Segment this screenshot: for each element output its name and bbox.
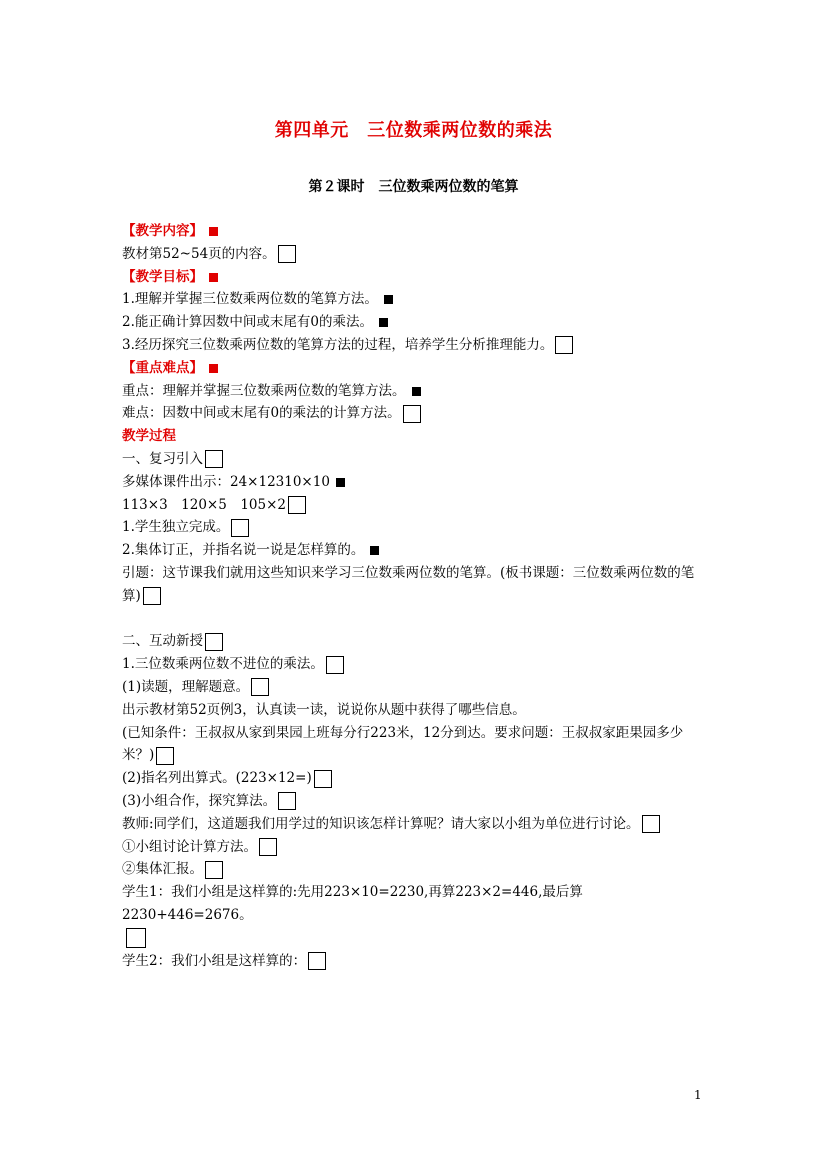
process-heading-line <box>122 425 712 448</box>
black-square-mark <box>336 478 345 487</box>
review-line <box>122 516 712 539</box>
interact-line <box>122 813 712 836</box>
key-heading-line <box>122 357 712 380</box>
empty-box <box>205 861 223 879</box>
review-text: 多媒体课件出示：24×12310×10 <box>122 473 330 490</box>
empty-box <box>278 245 296 263</box>
review-line <box>122 494 712 517</box>
empty-box <box>251 678 269 696</box>
empty-box <box>308 952 326 970</box>
empty-box <box>555 336 573 354</box>
goal-item <box>122 311 712 334</box>
goal-text: 2.能正确计算因数中间或末尾有0的乘法。 <box>122 314 373 331</box>
goal-item <box>122 334 712 357</box>
content-text: 教材第52~54页的内容。 <box>122 245 276 262</box>
interact-text: (2)指名列出算式。(223×12=) <box>122 770 312 787</box>
spacer <box>122 608 712 631</box>
content-heading-line <box>122 220 712 243</box>
known-conditions-paragraph <box>122 722 712 768</box>
key-heading: 【重点难点】 <box>122 359 203 376</box>
interact-text: ②集体汇报。 <box>122 861 203 878</box>
empty-box <box>259 838 277 856</box>
empty-box <box>278 792 296 810</box>
empty-box <box>205 633 223 651</box>
interact-line <box>122 653 712 676</box>
empty-box <box>231 519 249 537</box>
review-line <box>122 471 712 494</box>
empty-box <box>156 747 174 765</box>
document-body <box>122 220 712 972</box>
goal-item <box>122 288 712 311</box>
black-square-mark <box>379 318 388 327</box>
lesson-subtitle: 第２课时 三位数乘两位数的笔算 <box>308 179 519 195</box>
intro-paragraph <box>122 562 712 608</box>
goals-heading-line <box>122 266 712 289</box>
difficult-point-line <box>122 402 712 425</box>
interact-line <box>122 950 712 973</box>
interact-line <box>122 676 712 699</box>
goal-text: 3.经历探究三位数乘两位数的笔算方法的过程，培养学生分析推理能力。 <box>122 336 554 353</box>
content-heading: 【教学内容】 <box>122 223 203 239</box>
review-text: 113×3 120×5 105×2 <box>122 496 287 513</box>
page-number: 1 <box>694 1088 702 1102</box>
interact-text: (1)读题，理解题意。 <box>122 678 250 695</box>
red-square-mark <box>209 273 218 282</box>
interact-text: 1.三位数乘两位数不进位的乘法。 <box>122 656 324 673</box>
student2-text: 学生2：我们小组是这样算的： <box>122 952 307 969</box>
empty-box <box>143 587 161 605</box>
goals-heading: 【教学目标】 <box>122 268 203 285</box>
empty-box <box>205 450 223 468</box>
intro-text: 引题：这节课我们就用这些知识来学习三位数乘两位数的笔算。(板书课题：三位数乘两位数的笔算) <box>122 564 695 604</box>
page-title: 第四单元 三位数乘两位数的乘法 <box>274 120 553 141</box>
interact-line <box>122 836 712 859</box>
interact-text: 出示教材第52页例3，认真读一读，说说你从题中获得了哪些信息。 <box>122 701 526 718</box>
review-text: 2.集体订正，并指名说一说是怎样算的。 <box>122 542 365 559</box>
goal-text: 1.理解并掌握三位数乘两位数的笔算方法。 <box>122 291 378 308</box>
interact-text: (3)小组合作，探究算法。 <box>122 792 277 809</box>
red-square-mark <box>209 364 218 373</box>
student1-paragraph <box>122 881 712 949</box>
empty-box <box>314 770 332 788</box>
empty-box <box>403 405 421 423</box>
student1-text: 学生1：我们小组是这样算的:先用223×10=2230,再算223×2=446,最后算2230+446=2676。 <box>122 884 583 923</box>
known-conditions: (已知条件：王叔叔从家到果园上班每分行223米，12分到达。要求问题：王叔叔家距果园多少米？) <box>122 724 684 764</box>
interact-title-line <box>122 630 712 653</box>
review-text: 1.学生独立完成。 <box>122 519 230 536</box>
review-line <box>122 539 712 562</box>
interact-line <box>122 699 712 722</box>
interact-line <box>122 767 712 790</box>
content-text-line <box>122 243 712 266</box>
empty-box <box>642 815 660 833</box>
interact-line <box>122 858 712 881</box>
black-square-mark <box>384 295 393 304</box>
interact-text: ①小组讨论计算方法。 <box>122 838 257 855</box>
process-heading: 教学过程 <box>122 428 176 445</box>
black-square-mark <box>370 546 379 555</box>
red-square-mark <box>209 227 218 236</box>
empty-box <box>126 928 146 948</box>
review-title: 一、复习引入 <box>122 450 203 467</box>
black-square-mark <box>412 387 421 396</box>
empty-box <box>288 496 306 514</box>
key-point: 重点：理解并掌握三位数乘两位数的笔算方法。 <box>122 382 406 399</box>
review-title-line <box>122 448 712 471</box>
interact-title: 二、互动新授 <box>122 633 203 650</box>
interact-line <box>122 790 712 813</box>
interact-text: 教师:同学们，这道题我们用学过的知识该怎样计算呢？请大家以小组为单位进行讨论。 <box>122 815 640 832</box>
empty-box <box>326 656 344 674</box>
key-point-line <box>122 380 712 403</box>
difficult-point: 难点：因数中间或末尾有0的乘法的计算方法。 <box>122 405 401 422</box>
